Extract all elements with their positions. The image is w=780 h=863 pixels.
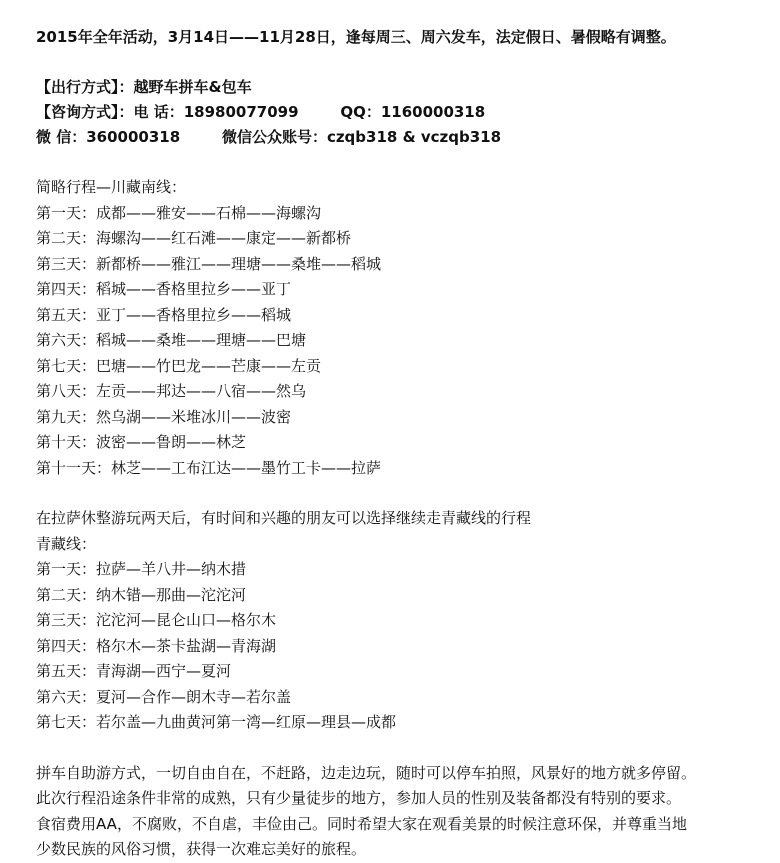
route-south-day: 第九天：然乌湖——米堆冰川——波密 (36, 407, 292, 426)
route-south-day: 第二天：海螺沟——红石滩——康定——新都桥 (36, 229, 352, 247)
route-north-day: 第一天：拉萨—羊八井—纳木措 (36, 560, 247, 578)
wechat-line (36, 125, 750, 150)
route-south-day: 第十天：波密——鲁朗——林芝 (36, 433, 247, 451)
wechat-gap (180, 128, 222, 146)
route-south-day: 第五天：亚丁——香格里拉乡——稻城 (36, 305, 292, 324)
route-south-day: 第三天：新都桥——雅江——理塘——桑堆——稻城 (36, 254, 382, 273)
consult-gap (299, 103, 341, 121)
spacer-2 (36, 150, 750, 175)
transition-line: 在拉萨休整游玩两天后，有时间和兴趣的朋友可以选择继续走青藏线的行程 (36, 509, 532, 527)
route-north-title: 青藏线： (36, 534, 97, 553)
note-line: 少数民族的风俗习惯，获得一次难忘美好的旅程。 (36, 840, 367, 858)
note-line: 拼车自助游方式，一切自由自在，不赶路，边走边玩，随时可以停车拍照，风景好的地方就多停留。 (36, 763, 697, 782)
qq-text: QQ：1160000318 (340, 103, 486, 121)
route-south-day: 第七天：巴塘——竹巴龙——芒康——左贡 (36, 356, 322, 375)
spacer-1 (36, 50, 750, 75)
wechat-public-text: 微信公众账号：czqb318 & vczqb318 (221, 128, 502, 146)
route-north-day: 第二天：纳木错—那曲—沱沱河 (36, 585, 247, 604)
route-north-block (36, 506, 750, 736)
route-north-day: 第七天：若尔盖—九曲黄河第一湾—红原—理县—成都 (36, 713, 397, 731)
intro-paragraph: 2015年全年活动，3月14日——11月28日，逢每周三、周六发车，法定假日、暑假略有调整。 (36, 28, 676, 46)
route-south-day: 第十一天：林芝——工布江达——墨竹工卡——拉萨 (36, 458, 382, 477)
consult-line (36, 100, 750, 125)
route-south-day: 第八天：左贡——邦达——八宿——然乌 (36, 382, 307, 400)
note-line: 食宿费用AA，不腐败，不自虐，丰俭由己。同时希望大家在观看美景的时候注意环保，并尊重当地 (36, 814, 687, 833)
consult-phone-text: 【咨询方式】：电 话：18980077099 (36, 103, 299, 121)
route-north-day: 第六天：夏河—合作—朗木寺—若尔盖 (36, 687, 292, 706)
notes-block (36, 761, 750, 863)
route-north-day: 第四天：格尔木—茶卡盐湖—青海湖 (36, 636, 277, 655)
route-south-day: 第六天：稻城——桑堆——理塘——巴塘 (36, 331, 307, 349)
route-north-day: 第五天：青海湖—西宁—夏河 (36, 662, 232, 680)
travel-mode-line: 【出行方式】：越野车拼车&包车 (36, 78, 252, 96)
spacer-3 (36, 481, 750, 506)
contact-block (36, 75, 750, 150)
route-south-day: 第四天：稻城——香格里拉乡——亚丁 (36, 280, 292, 298)
route-north-day: 第三天：沱沱河—昆仑山口—格尔木 (36, 611, 277, 629)
note-line: 此次行程沿途条件非常的成熟，只有少量徒步的地方，参加人员的性别及装备都没有特别的要求。 (36, 789, 682, 807)
route-south-day: 第一天：成都——雅安——石棉——海螺沟 (36, 203, 322, 222)
route-south-title: 简略行程—川藏南线： (36, 178, 187, 196)
route-south-block (36, 175, 750, 481)
spacer-4 (36, 736, 750, 761)
wechat-text: 微 信：360000318 (36, 128, 181, 146)
